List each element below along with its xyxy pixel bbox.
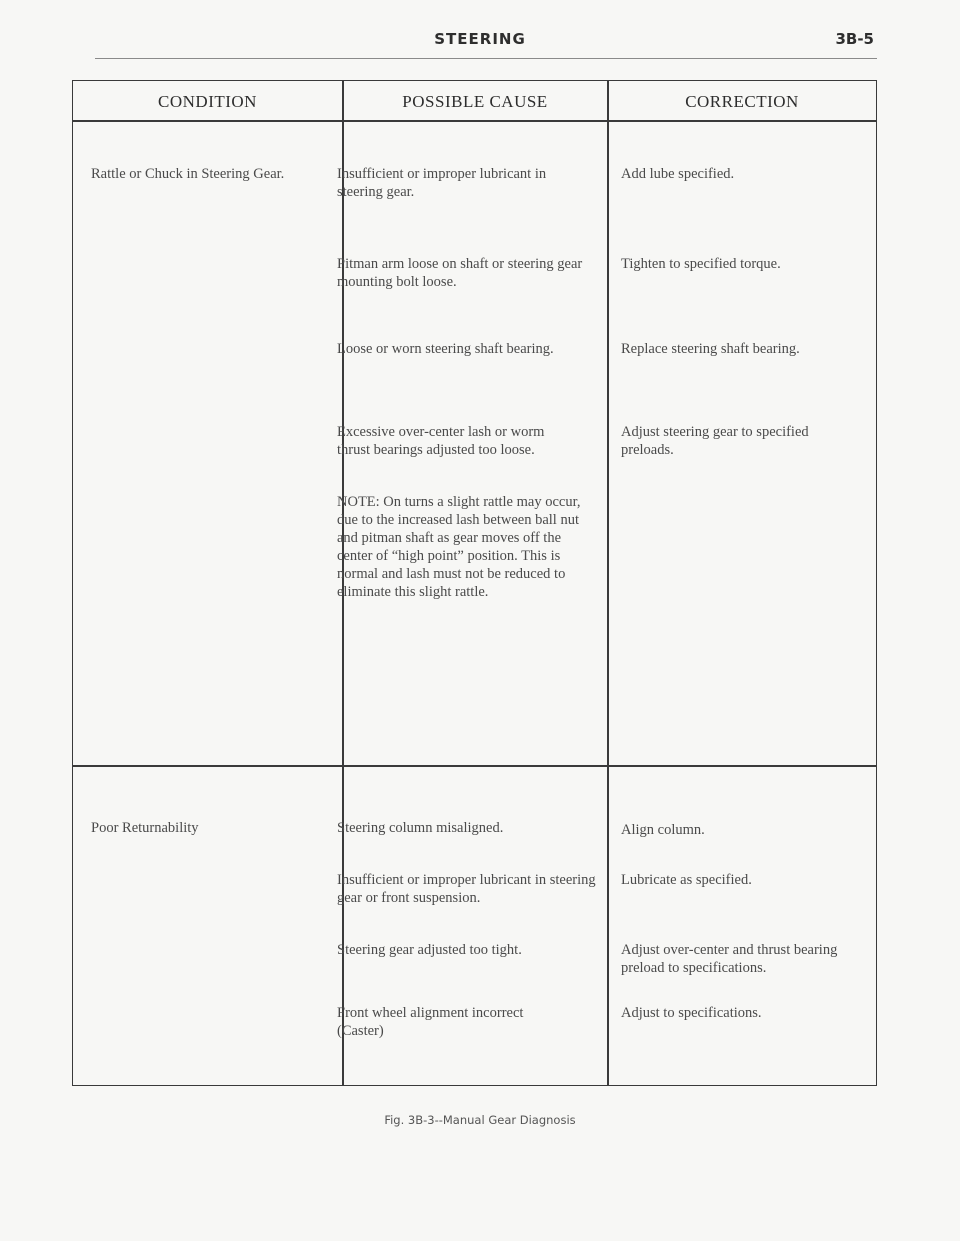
cause-cell: Front wheel alignment incorrect (Caster): [337, 1005, 524, 1039]
section-divider: [73, 765, 876, 767]
column-divider: [607, 81, 609, 1085]
correction-cell: Add lube specified.: [621, 166, 735, 182]
cause-cell: Insufficient or improper lubricant in steering gear or front suspension.: [337, 872, 596, 906]
correction-cell: Align column.: [621, 822, 705, 838]
correction-cell: Lubricate as specified.: [621, 872, 752, 888]
note-text: NOTE: On turns a slight rattle may occur, due to the increased lash between ball nut and pitman shaft as gear moves off the center of “high point” position. This is normal and lash must not be reduced to eliminate this slight rattle.: [337, 494, 581, 600]
column-header-condition: CONDITION: [158, 92, 257, 111]
correction-cell: Adjust over-center and thrust bearing preload to specifications.: [621, 942, 838, 976]
condition-cell: Rattle or Chuck in Steering Gear.: [91, 166, 285, 182]
column-header-correction: CORRECTION: [685, 92, 799, 111]
page-number: 3B-5: [835, 30, 874, 48]
correction-cell: Replace steering shaft bearing.: [621, 341, 800, 357]
cause-cell: Steering column misaligned.: [337, 820, 504, 836]
figure-caption: Fig. 3B-3--Manual Gear Diagnosis: [384, 1113, 576, 1127]
column-header-possible-cause: POSSIBLE CAUSE: [402, 92, 548, 111]
page-header-title: STEERING: [434, 30, 526, 48]
cause-cell: Insufficient or improper lubricant in steering gear.: [337, 166, 547, 200]
condition-cell: Poor Returnability: [91, 820, 199, 836]
correction-cell: Adjust to specifications.: [621, 1005, 762, 1021]
header-rule: [95, 58, 877, 59]
cause-cell: Pitman arm loose on shaft or steering gear mounting bolt loose.: [337, 256, 583, 290]
cause-cell: Loose or worn steering shaft bearing.: [337, 341, 554, 357]
cause-cell: Steering gear adjusted too tight.: [337, 942, 522, 958]
diagnosis-table: [72, 80, 877, 1086]
cause-cell: Excessive over-center lash or worm thrust bearings adjusted too loose.: [337, 424, 545, 458]
correction-cell: Tighten to specified torque.: [621, 256, 781, 272]
correction-cell: Adjust steering gear to specified preloads.: [621, 424, 809, 458]
